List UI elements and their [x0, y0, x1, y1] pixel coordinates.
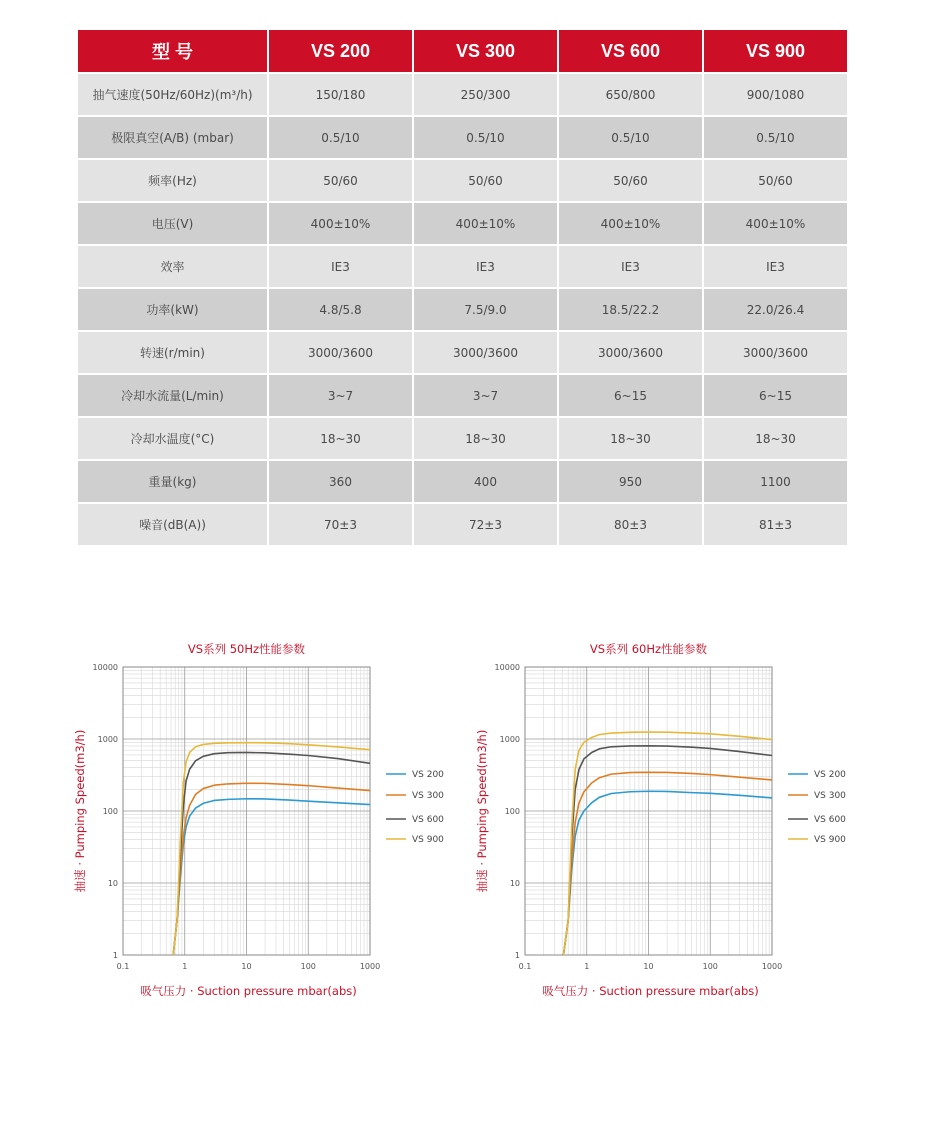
row-label: 极限真空(A/B) (mbar): [78, 117, 267, 160]
y-tick-label: 100: [504, 807, 520, 816]
x-axis-title: 吸气压力 · Suction pressure mbar(abs): [542, 984, 759, 998]
table-cell: 22.0/26.4: [704, 289, 847, 332]
x-tick-label: 1: [584, 962, 590, 971]
spec-table: [76, 30, 849, 547]
table-cell: 400±10%: [269, 203, 412, 246]
row-label: 噪音(dB(A)): [78, 504, 267, 547]
table-cell: IE3: [559, 246, 702, 289]
table-cell: 1100: [704, 461, 847, 504]
y-tick-label: 1000: [97, 735, 118, 744]
table-cell: 0.5/10: [414, 117, 557, 160]
table-cell: IE3: [704, 246, 847, 289]
table-row: [78, 203, 847, 246]
legend-label: VS 200: [412, 770, 444, 780]
table-cell: 72±3: [414, 504, 557, 547]
y-tick-label: 1: [514, 951, 520, 960]
table-cell: 70±3: [269, 504, 412, 547]
legend-label: VS 900: [412, 835, 444, 845]
table-row: [78, 461, 847, 504]
table-cell: 3000/3600: [269, 332, 412, 375]
y-tick-label: 10: [107, 879, 118, 888]
table-cell: 6~15: [559, 375, 702, 418]
table-row: [78, 375, 847, 418]
row-label: 抽气速度(50Hz/60Hz)(m³/h): [78, 74, 267, 117]
header-vs600: VS 600: [559, 30, 702, 74]
y-tick-label: 10000: [494, 663, 520, 672]
x-tick-label: 1: [182, 962, 188, 971]
x-tick-label: 1000: [359, 962, 381, 971]
x-tick-label: 1000: [761, 962, 783, 971]
table-cell: 400±10%: [414, 203, 557, 246]
table-cell: 0.5/10: [704, 117, 847, 160]
table-cell: 400: [414, 461, 557, 504]
table-cell: 650/800: [559, 74, 702, 117]
table-row: [78, 418, 847, 461]
table-cell: 250/300: [414, 74, 557, 117]
table-row: [78, 332, 847, 375]
table-cell: 3~7: [269, 375, 412, 418]
chart-60hz: [472, 632, 862, 1012]
x-tick-label: 10: [241, 962, 252, 971]
table-cell: IE3: [269, 246, 412, 289]
table-row: [78, 160, 847, 203]
chart-title: VS系列 50Hz性能参数: [187, 642, 306, 656]
legend-label: VS 600: [814, 815, 846, 825]
table-row: [78, 74, 847, 117]
table-cell: 18~30: [414, 418, 557, 461]
x-tick-label: 10: [643, 962, 654, 971]
chart-50hz: [70, 632, 460, 1012]
table-cell: 360: [269, 461, 412, 504]
table-cell: 6~15: [704, 375, 847, 418]
table-cell: 950: [559, 461, 702, 504]
table-row: [78, 246, 847, 289]
legend-label: VS 200: [814, 770, 846, 780]
table-cell: 3000/3600: [559, 332, 702, 375]
row-label: 频率(Hz): [78, 160, 267, 203]
table-header-row: [78, 30, 847, 74]
y-tick-label: 10000: [92, 663, 118, 672]
table-cell: 3~7: [414, 375, 557, 418]
legend-label: VS 300: [412, 791, 444, 801]
legend-label: VS 600: [412, 815, 444, 825]
table-cell: 50/60: [559, 160, 702, 203]
y-tick-label: 1000: [499, 735, 520, 744]
x-tick-label: 100: [702, 962, 718, 971]
table-cell: 50/60: [414, 160, 557, 203]
table-cell: 50/60: [704, 160, 847, 203]
table-cell: 18~30: [269, 418, 412, 461]
table-cell: 0.5/10: [269, 117, 412, 160]
chart-title: VS系列 60Hz性能参数: [589, 642, 708, 656]
header-vs200: VS 200: [269, 30, 412, 74]
table-cell: 7.5/9.0: [414, 289, 557, 332]
table-cell: 400±10%: [559, 203, 702, 246]
row-label: 转速(r/min): [78, 332, 267, 375]
table-cell: 3000/3600: [704, 332, 847, 375]
header-vs300: VS 300: [414, 30, 557, 74]
y-tick-label: 1: [112, 951, 118, 960]
table-cell: 81±3: [704, 504, 847, 547]
legend-label: VS 900: [814, 835, 846, 845]
row-label: 功率(kW): [78, 289, 267, 332]
table-row: [78, 117, 847, 160]
y-tick-label: 10: [509, 879, 520, 888]
table-row: [78, 504, 847, 547]
table-cell: 900/1080: [704, 74, 847, 117]
table-cell: 3000/3600: [414, 332, 557, 375]
table-cell: 150/180: [269, 74, 412, 117]
header-model: 型 号: [78, 30, 267, 74]
table-cell: IE3: [414, 246, 557, 289]
row-label: 冷却水温度(°C): [78, 418, 267, 461]
y-axis-title: 抽速 · Pumping Speed(m3/h): [73, 729, 87, 893]
x-tick-label: 100: [300, 962, 316, 971]
table-cell: 4.8/5.8: [269, 289, 412, 332]
x-axis-title: 吸气压力 · Suction pressure mbar(abs): [140, 984, 357, 998]
x-tick-label: 0.1: [518, 962, 532, 971]
legend-label: VS 300: [814, 791, 846, 801]
x-tick-label: 0.1: [116, 962, 130, 971]
row-label: 电压(V): [78, 203, 267, 246]
table-cell: 80±3: [559, 504, 702, 547]
header-vs900: VS 900: [704, 30, 847, 74]
table-cell: 0.5/10: [559, 117, 702, 160]
table-cell: 18.5/22.2: [559, 289, 702, 332]
row-label: 冷却水流量(L/min): [78, 375, 267, 418]
y-axis-title: 抽速 · Pumping Speed(m3/h): [475, 729, 489, 893]
table-cell: 18~30: [704, 418, 847, 461]
table-cell: 50/60: [269, 160, 412, 203]
y-tick-label: 100: [102, 807, 118, 816]
row-label: 效率: [78, 246, 267, 289]
table-row: [78, 289, 847, 332]
table-cell: 18~30: [559, 418, 702, 461]
table-cell: 400±10%: [704, 203, 847, 246]
row-label: 重量(kg): [78, 461, 267, 504]
